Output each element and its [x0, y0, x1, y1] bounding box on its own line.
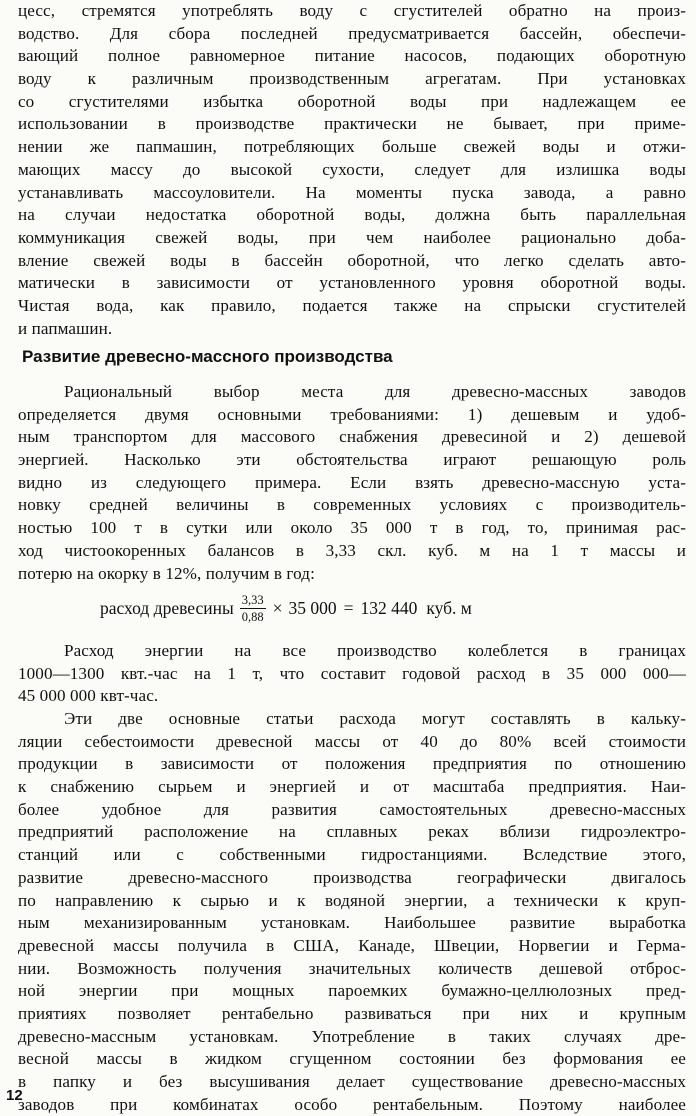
text-line: весной массы в жидком сгущенном состоянии без формования ее	[18, 1049, 686, 1069]
paragraph-water-recycling	[18, 0, 686, 340]
text-line: новку средней величины в современных условиях с производитель-	[18, 495, 686, 515]
section-heading: Развитие древесно-массного производства	[22, 347, 393, 366]
text-line: ляции себестоимости древесной массы от 40 до 80% всей стоимости	[18, 731, 686, 751]
page-number: 12	[6, 1087, 23, 1104]
text-line: коммуникация свежей воды, при чем наиболее рационально доба-	[18, 227, 686, 247]
text-line: более удобное для развития самостоятельных древесно-массных	[18, 799, 686, 819]
text-line: станций или с собственными гидростанциями. Вследствие этого,	[18, 845, 686, 865]
text-line: нении же папмашин, потребляющих больше свежей воды и отжи-	[18, 137, 686, 157]
wood-consumption-formula	[100, 588, 472, 628]
text-line: устанавливать массоуловители. На моменты пуска завода, а равно	[18, 182, 686, 202]
formula-factor: 35 000	[288, 597, 337, 618]
text-line: ной энергии при мощных пароемких бумажно-целлюлозных пред-	[18, 981, 686, 1001]
text-line: заводов при комбинатах особо рентабельным. Поэтому наиболее	[18, 1094, 686, 1114]
text-line: воду к различным производственным агрегатам. При установках	[18, 69, 686, 89]
text-line: Чистая вода, как правило, подается также на спрыски сгустителей	[18, 295, 686, 315]
text-line: энергией. Насколько эти обстоятельства играют решающую роль	[18, 450, 686, 470]
text-line: потерю на окорку в 12%, получим в год:	[18, 563, 315, 583]
text-line: видно из следующего примера. Если взять древесно-массную уста-	[18, 472, 686, 492]
text-line: цесс, стремятся употреблять воду с сгустителей обратно на произ-	[18, 1, 686, 20]
fraction-numerator: 3,33	[241, 592, 264, 607]
text-line: использовании в производстве практически не бывает, при приме-	[18, 114, 686, 134]
formula-unit: куб. м	[426, 597, 472, 618]
text-line: в папку и без высушивания делает существование древесно-массных	[18, 1072, 686, 1091]
text-line: Эти две основные статьи расхода могут составлять в кальку-	[64, 709, 686, 728]
formula-fraction	[240, 593, 266, 624]
text-line: предприятий расположение на сплавных реках вблизи гидроэлектро-	[18, 822, 686, 842]
text-line: со сгустителями избытка оборотной воды при надлежащем ее	[18, 91, 686, 111]
text-line: на случаи недостатка оборотной воды, должна быть параллельная	[18, 205, 686, 225]
text-line: нии. Возможность получения значительных количеств дешевой отброс-	[18, 958, 686, 978]
text-line: вающий полное равномерное питание насосов, подающих оборотную	[18, 46, 686, 66]
text-line: мающих массу до высокой сухости, следует для излишка воды	[18, 159, 686, 179]
multiply-sign: ×	[272, 597, 283, 618]
paragraph-cost-factors	[18, 708, 686, 1116]
text-line: 45 000 000 квт-час.	[18, 686, 159, 706]
text-line: Рациональный выбор места для древесно-массных заводов	[64, 382, 686, 401]
text-line: продукции в зависимости от положения предприятия по отношению	[18, 754, 686, 774]
text-line: вление свежей воды в бассейн оборотной, что легко сделать авто-	[18, 250, 686, 270]
text-line: приятиях позволяет рентабельно развиваться при них и крупным	[18, 1003, 686, 1023]
fraction-denominator: 0,88	[241, 609, 264, 624]
text-line: древесно-массным установкам. Употребление в таких случаях дре-	[18, 1026, 686, 1046]
paragraph-energy-consumption	[18, 640, 686, 708]
text-line: ным транспортом для массового снабжения древесиной и 2) дешевой	[18, 427, 686, 447]
paragraph-site-selection	[18, 381, 686, 585]
text-line: матически в зависимости от установленного уровня оборотной воды.	[18, 273, 686, 293]
text-line: ным механизированным установкам. Наибольшее развитие выработка	[18, 913, 686, 933]
text-line: Расход энергии на все производство колеблется в границах	[64, 641, 686, 660]
text-line: развитие древесно-массного производства географически двигалось	[18, 867, 686, 887]
text-line: ностью 100 т в сутки или около 35 000 т в год, то, принимая рас-	[18, 518, 686, 538]
text-line: к снабжению сырьем и энергией и от масштаба предприятия. Наи-	[18, 777, 686, 797]
text-line: 1000—1300 квт.-час на 1 т, что составит годовой расход в 35 000 000—	[18, 663, 686, 683]
formula-label: расход древесины	[100, 597, 234, 618]
formula-result: 132 440	[360, 597, 418, 618]
text-line: ход чистоокоренных балансов в 3,33 скл. куб. м на 1 т массы и	[18, 540, 686, 560]
text-line: и папмашин.	[18, 318, 113, 338]
text-line: определяется двумя основными требованиями: 1) дешевым и удоб-	[18, 404, 686, 424]
equals-sign: =	[343, 597, 354, 618]
text-line: по направлению к сырью и к водяной энергии, а технически к круп-	[18, 890, 686, 910]
text-line: водство. Для сбора последней предусматривается бассейн, обеспечи-	[18, 23, 686, 43]
text-line: древесной массы получила в США, Канаде, Швеции, Норвегии и Герма-	[18, 935, 686, 955]
